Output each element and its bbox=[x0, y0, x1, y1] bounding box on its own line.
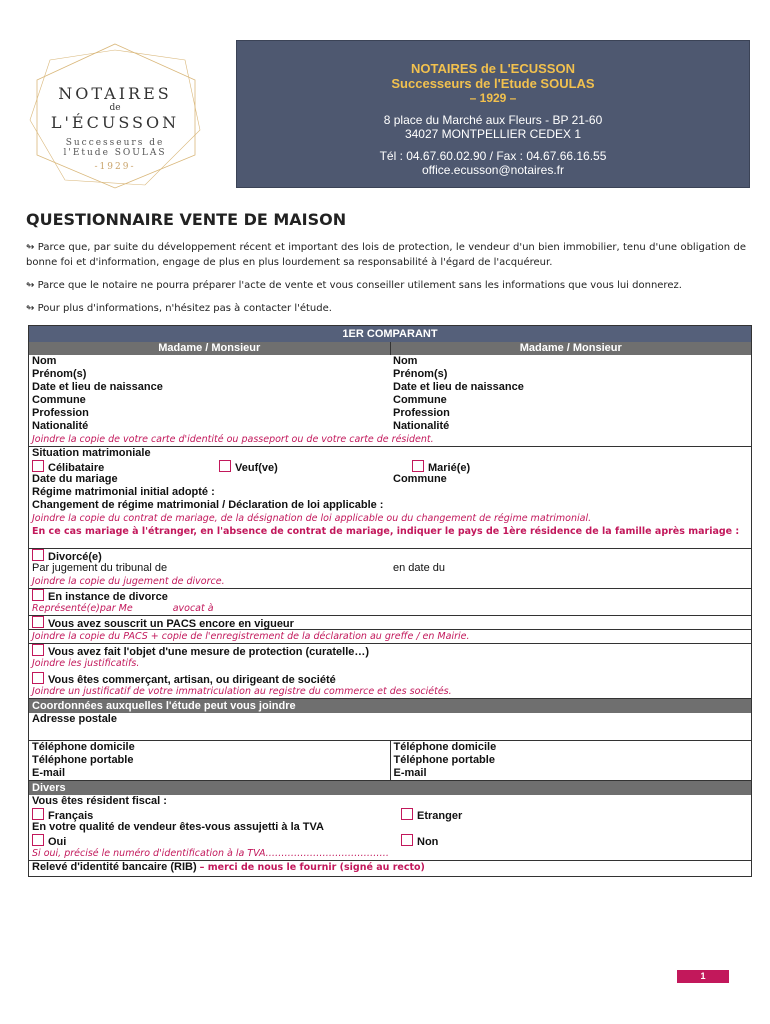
divers-bar: Divers bbox=[29, 781, 751, 795]
field-tel-port-2[interactable]: Téléphone portable bbox=[393, 754, 495, 766]
identity-section bbox=[29, 355, 751, 447]
intro-text-1: Parce que, par suite du développement récent et important des lois de protection, le vendeur d'un bien immobilier, tenu d'une obligation de bonne foi et d'information, engage de plus en plus lourdement sa responsabilité à l'égard de l'acquéreur. bbox=[26, 242, 746, 268]
tva-label: En votre qualité de vendeur êtes-vous assujetti à la TVA bbox=[32, 821, 324, 833]
avocat-label: avocat à bbox=[172, 603, 214, 614]
intro-text-3: Pour plus d'informations, n'hésitez pas à contacter l'étude. bbox=[37, 303, 332, 314]
field-commune-2[interactable]: Commune bbox=[393, 394, 447, 406]
field-nationalite-2[interactable]: Nationalité bbox=[393, 420, 450, 432]
field-commune[interactable]: Commune bbox=[32, 394, 86, 406]
divorce-note: Joindre la copie du jugement de divorce. bbox=[32, 576, 225, 587]
identity-note: Joindre la copie de votre carte d'identité ou passeport ou de votre carte de résident. bbox=[32, 434, 434, 445]
rib-note: – merci de nous le fournir (signé au recto) bbox=[199, 862, 425, 873]
identity-right bbox=[390, 355, 751, 433]
divers-section bbox=[29, 795, 751, 861]
rib-line bbox=[29, 861, 751, 876]
header-address2: 34027 MONTPELLIER CEDEX 1 bbox=[404, 127, 582, 141]
protection-section bbox=[29, 644, 751, 699]
tva-options bbox=[29, 834, 751, 847]
section-1er-comparant: 1ER COMPARANT bbox=[29, 326, 751, 342]
intro-paragraph-3 bbox=[26, 301, 746, 316]
oui-label: Oui bbox=[48, 836, 67, 848]
field-prenom[interactable]: Prénom(s) bbox=[32, 368, 87, 380]
field-prenom-2[interactable]: Prénom(s) bbox=[393, 368, 448, 380]
checkbox[interactable] bbox=[32, 808, 44, 820]
field-en-date[interactable]: en date du bbox=[393, 562, 445, 574]
header-box bbox=[236, 40, 750, 188]
resident-label: Vous êtes résident fiscal : bbox=[32, 795, 167, 807]
instance-label: En instance de divorce bbox=[48, 591, 168, 603]
protection-label: Vous avez fait l'objet d'une mesure de protection (curatelle…) bbox=[48, 646, 370, 658]
checkbox[interactable] bbox=[32, 549, 44, 561]
adresse-row bbox=[29, 713, 751, 741]
marriage-note-2: En ce cas mariage à l'étranger, en l'absence de contrat de mariage, indiquer le pays de 1ère résidence de la famille après mariage : bbox=[32, 526, 740, 537]
logo-line3: L'ÉCUSSON bbox=[50, 113, 180, 132]
checkbox[interactable] bbox=[32, 834, 44, 846]
checkbox[interactable] bbox=[219, 460, 231, 472]
logo-text bbox=[25, 40, 205, 172]
field-nom-2[interactable]: Nom bbox=[393, 355, 418, 367]
pacs-section bbox=[29, 616, 751, 630]
field-nom[interactable]: Nom bbox=[32, 355, 57, 367]
instance-section bbox=[29, 589, 751, 616]
contact-left bbox=[29, 741, 391, 780]
pacs-option[interactable] bbox=[29, 616, 751, 629]
logo-line6: -1929- bbox=[94, 162, 136, 172]
header-phone: Tél : 04.67.60.02.90 / Fax : 04.67.66.16.55 bbox=[379, 149, 607, 163]
situation-label: Situation matrimoniale bbox=[32, 447, 151, 459]
intro-paragraph-1 bbox=[26, 240, 746, 270]
checkbox[interactable] bbox=[32, 616, 44, 628]
commercant-label: Vous êtes commerçant, artisan, ou dirigeant de société bbox=[48, 674, 336, 686]
page-number: 1 bbox=[677, 970, 729, 983]
checkbox[interactable] bbox=[412, 460, 424, 472]
field-commune-mariage[interactable]: Commune bbox=[393, 473, 447, 485]
marie-option[interactable] bbox=[412, 460, 470, 475]
field-email[interactable]: E-mail bbox=[32, 767, 66, 779]
questionnaire-form bbox=[28, 325, 752, 877]
situation-options bbox=[29, 460, 751, 473]
francais-label: Français bbox=[48, 810, 94, 822]
field-date-mariage[interactable]: Date du mariage bbox=[32, 473, 118, 485]
celibataire-label: Célibataire bbox=[48, 462, 105, 474]
resident-options bbox=[29, 808, 751, 821]
field-profession[interactable]: Profession bbox=[32, 407, 89, 419]
field-email-2[interactable]: E-mail bbox=[393, 767, 427, 779]
header-email: office.ecusson@notaires.fr bbox=[421, 163, 565, 177]
veuf-label: Veuf(ve) bbox=[235, 462, 278, 474]
intro-paragraph-2 bbox=[26, 278, 746, 293]
arrow-icon: ↬ bbox=[26, 303, 38, 314]
logo bbox=[25, 40, 205, 190]
coord-bar: Coordonnées auxquelles l'étude peut vous joindre bbox=[29, 699, 751, 713]
represente-label: Représenté(e)par Me bbox=[32, 603, 133, 614]
commercant-note: Joindre un justificatif de votre immatriculation au registre du commerce et des sociétés. bbox=[32, 686, 452, 697]
divorce-section bbox=[29, 549, 751, 589]
header-subtitle: Successeurs de l'Etude SOULAS bbox=[391, 76, 595, 91]
field-changement-regime[interactable]: Changement de régime matrimonial / Déclaration de loi applicable : bbox=[32, 499, 384, 511]
col-header-left: Madame / Monsieur bbox=[29, 342, 391, 355]
checkbox[interactable] bbox=[32, 460, 44, 472]
tva-note: Si oui, précisé le numéro d'identification à la TVA………………………………… bbox=[32, 848, 389, 859]
field-adresse[interactable]: Adresse postale bbox=[32, 713, 117, 725]
field-nationalite[interactable]: Nationalité bbox=[32, 420, 89, 432]
field-jugement[interactable]: Par jugement du tribunal de bbox=[32, 562, 168, 574]
page-title: QUESTIONNAIRE VENTE DE MAISON bbox=[26, 210, 347, 229]
pacs-label: Vous avez souscrit un PACS encore en vigueur bbox=[48, 618, 294, 630]
logo-line2: de bbox=[109, 103, 121, 113]
veuf-option[interactable] bbox=[219, 460, 278, 475]
contact-right bbox=[391, 741, 752, 780]
marie-label: Marié(e) bbox=[428, 462, 471, 474]
col-headers bbox=[29, 342, 751, 355]
pacs-note-row bbox=[29, 630, 751, 644]
checkbox[interactable] bbox=[32, 672, 44, 684]
arrow-icon: ↬ bbox=[26, 242, 38, 253]
field-tel-dom[interactable]: Téléphone domicile bbox=[32, 741, 135, 753]
represente-line bbox=[29, 602, 751, 615]
non-option[interactable] bbox=[401, 834, 438, 849]
marriage-note-1: Joindre la copie du contrat de mariage, de la désignation de loi applicable ou du changement de régime matrimonial. bbox=[32, 513, 592, 524]
commercant-option[interactable] bbox=[29, 672, 751, 685]
col-header-right: Madame / Monsieur bbox=[519, 342, 622, 354]
francais-option[interactable] bbox=[32, 810, 93, 822]
protection-note: Joindre les justificatifs. bbox=[32, 658, 140, 669]
etranger-label: Etranger bbox=[417, 810, 463, 822]
checkbox[interactable] bbox=[32, 644, 44, 656]
identity-left bbox=[29, 355, 390, 433]
arrow-icon: ↬ bbox=[26, 280, 38, 291]
header-year: – 1929 – bbox=[469, 91, 517, 105]
field-regime[interactable]: Régime matrimonial initial adopté : bbox=[32, 486, 215, 498]
checkbox[interactable] bbox=[32, 589, 44, 601]
logo-line5: l'Etude SOULAS bbox=[63, 148, 167, 158]
logo-line4: Successeurs de bbox=[65, 138, 165, 148]
intro-text-2: Parce que le notaire ne pourra préparer l'acte de vente et vous conseiller utilement sans les informations que vous lui donnerez. bbox=[37, 280, 682, 291]
header-address1: 8 place du Marché aux Fleurs - BP 21-60 bbox=[383, 113, 603, 127]
rib-label: Relevé d'identité bancaire (RIB) bbox=[32, 861, 197, 873]
pacs-note: Joindre la copie du PACS + copie de l'enregistrement de la déclaration au greffe / en Mairie. bbox=[32, 631, 470, 642]
celibataire-option[interactable] bbox=[32, 462, 104, 474]
checkbox[interactable] bbox=[401, 808, 413, 820]
checkbox[interactable] bbox=[401, 834, 413, 846]
etranger-option[interactable] bbox=[401, 808, 462, 823]
instance-option[interactable] bbox=[29, 589, 751, 602]
field-tel-dom-2[interactable]: Téléphone domicile bbox=[393, 741, 497, 753]
field-profession-2[interactable]: Profession bbox=[393, 407, 450, 419]
situation-section bbox=[29, 447, 751, 549]
divorce-label: Divorcé(e) bbox=[48, 551, 102, 563]
non-label: Non bbox=[417, 836, 439, 848]
field-naissance-2[interactable]: Date et lieu de naissance bbox=[393, 381, 524, 393]
oui-option[interactable] bbox=[32, 836, 66, 848]
divorce-option[interactable] bbox=[29, 549, 751, 562]
header-title: NOTAIRES de L'ECUSSON bbox=[411, 61, 575, 76]
field-naissance[interactable]: Date et lieu de naissance bbox=[32, 381, 163, 393]
logo-line1: NOTAIRES bbox=[58, 84, 172, 103]
field-tel-port[interactable]: Téléphone portable bbox=[32, 754, 134, 766]
protection-option[interactable] bbox=[29, 644, 751, 657]
contact-row bbox=[29, 741, 751, 781]
